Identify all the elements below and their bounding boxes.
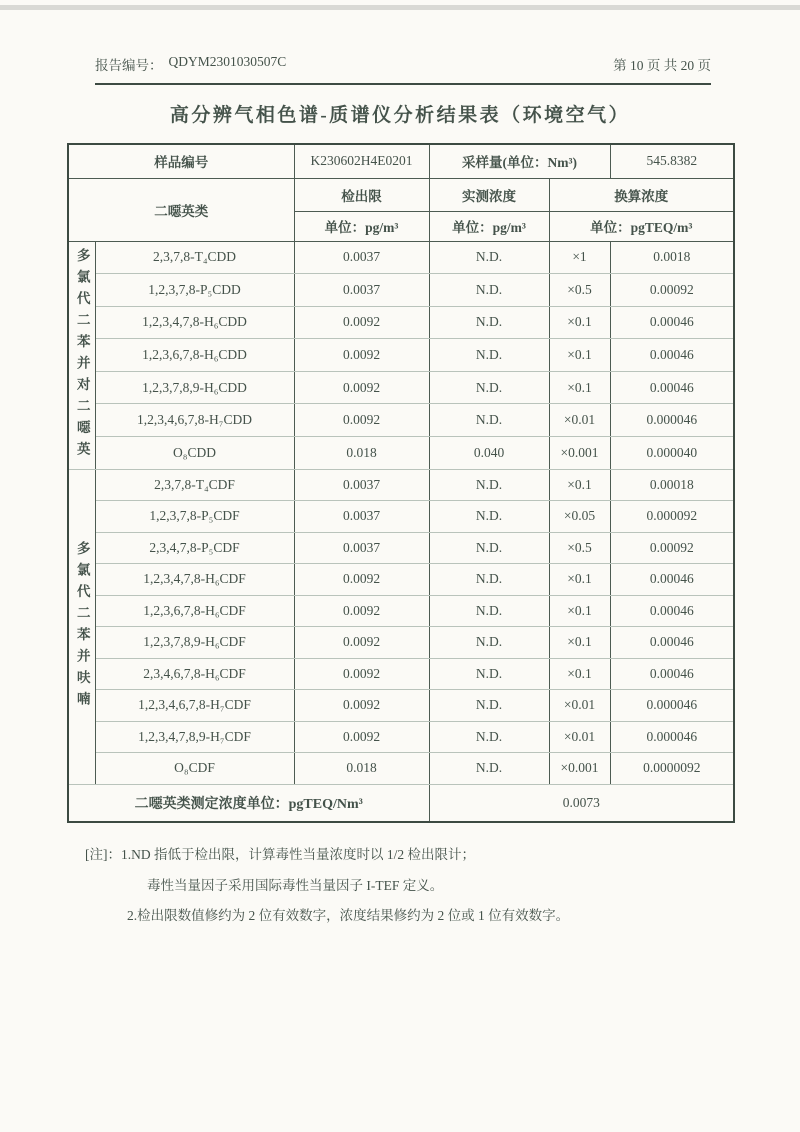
factor-cell: ×0.05 [549,501,610,533]
compound-cell: 1,2,3,4,6,7,8-H₇CDF [95,690,294,722]
measured-cell: N.D. [429,371,549,404]
sample-no-label: 样品编号 [68,144,294,178]
factor-cell: ×0.5 [549,274,610,307]
measured-cell: N.D. [429,690,549,722]
measured-cell: N.D. [429,501,549,533]
factor-cell: ×0.1 [549,306,610,339]
compound-cell: 2,3,7,8-T₄CDF [95,469,294,501]
sample-volume-value: 545.8382 [610,144,734,178]
compound-cell: 2,3,7,8-T₄CDD [95,241,294,274]
converted-cell: 0.00046 [610,371,734,404]
detection-cell: 0.0037 [294,532,429,564]
factor-cell: ×0.001 [549,436,610,469]
table-row [68,564,734,596]
detection-cell: 0.018 [294,753,429,785]
converted-header: 换算浓度 [549,178,734,211]
table-row [68,753,734,785]
detection-cell: 0.0037 [294,241,429,274]
table-row [68,404,734,437]
measured-cell: N.D. [429,339,549,372]
table-header [68,144,734,241]
summary-row [68,784,734,822]
compound-rows [68,241,734,784]
measured-cell: N.D. [429,532,549,564]
note-line-2: 毒性当量因子采用国际毒性当量因子 I-TEF 定义。 [147,877,444,893]
detection-cell: 0.018 [294,436,429,469]
summary-label: 二噁英类测定浓度单位：pgTEQ/Nm³ [68,784,429,822]
table-row [68,658,734,690]
compound-cell: 1,2,3,4,7,8,9-H₇CDF [95,721,294,753]
compound-cell: 1,2,3,7,8,9-H₆CDD [95,371,294,404]
detection-cell: 0.0092 [294,404,429,437]
detection-cell: 0.0092 [294,690,429,722]
detection-cell: 0.0092 [294,371,429,404]
table-row [68,690,734,722]
document-title: 高分辨气相色谱-质谱仪分析结果表（环境空气） [169,105,631,126]
column-header-row [68,178,734,211]
converted-cell: 0.000040 [610,436,734,469]
detection-cell: 0.0037 [294,469,429,501]
factor-cell: ×0.1 [549,627,610,659]
converted-cell: 0.000046 [610,404,734,437]
converted-cell: 0.000092 [610,501,734,533]
converted-cell: 0.000046 [610,721,734,753]
detection-cell: 0.0092 [294,721,429,753]
converted-cell: 0.00092 [610,274,734,307]
compound-cell: 2,3,4,7,8-P₅CDF [95,532,294,564]
table-row [68,501,734,533]
factor-cell: ×0.1 [549,595,610,627]
detection-cell: 0.0092 [294,564,429,596]
note-line-3: 2.检出限数值修约为 2 位有效数字，浓度结果修约为 2 位或 1 位有效数字。 [127,908,570,923]
table-row [68,241,734,274]
sample-volume-label: 采样量(单位：Nm³) [429,144,610,178]
compound-cell: 1,2,3,6,7,8-H₆CDD [95,339,294,372]
measured-cell: N.D. [429,753,549,785]
measured-cell: 0.040 [429,436,549,469]
factor-cell: ×0.01 [549,404,610,437]
table-row [68,532,734,564]
table-row [68,469,734,501]
table-row [68,627,734,659]
doc-header [95,54,711,85]
detection-cell: 0.0092 [294,627,429,659]
measured-cell: N.D. [429,274,549,307]
converted-cell: 0.00046 [610,595,734,627]
table-row [68,306,734,339]
measured-unit-header: 单位：pg/m³ [429,211,549,241]
measured-cell: N.D. [429,627,549,659]
sample-info-row [68,144,734,178]
factor-cell: ×0.01 [549,690,610,722]
scan-artifact-band [0,5,800,10]
compound-cell: 1,2,3,4,7,8-H₆CDD [95,306,294,339]
converted-cell: 0.00046 [610,339,734,372]
converted-unit-header: 单位：pgTEQ/m³ [549,211,734,241]
compound-cell: 1,2,3,6,7,8-H₆CDF [95,595,294,627]
compound-cell: 1,2,3,4,7,8-H₆CDF [95,564,294,596]
detection-cell: 0.0037 [294,274,429,307]
factor-cell: ×0.001 [549,753,610,785]
factor-cell: ×0.01 [549,721,610,753]
detection-cell: 0.0037 [294,501,429,533]
measured-cell: N.D. [429,404,549,437]
converted-cell: 0.00046 [610,627,734,659]
group-label-vertical: 多氯代二苯并呋喃 [68,469,95,784]
converted-cell: 0.00046 [610,658,734,690]
compound-cell: 1,2,3,4,6,7,8-H₇CDD [95,404,294,437]
converted-cell: 0.00046 [610,564,734,596]
compound-cell: O₈CDF [95,753,294,785]
group-label-vertical: 多氯代二苯并对二噁英 [68,241,95,469]
table-row [68,595,734,627]
report-number-label: 报告编号： [95,58,163,73]
table-row [68,721,734,753]
measured-cell: N.D. [429,595,549,627]
notes [85,840,725,932]
results-table [67,143,735,823]
factor-cell: ×0.1 [549,371,610,404]
note-line-1: [注]：1.ND 指低于检出限，计算毒性当量浓度时以 1/2 检出限计； [85,847,475,862]
converted-cell: 0.0000092 [610,753,734,785]
factor-cell: ×0.1 [549,564,610,596]
measured-cell: N.D. [429,564,549,596]
compound-cell: O₈CDD [95,436,294,469]
detection-cell: 0.0092 [294,306,429,339]
converted-cell: 0.00018 [610,469,734,501]
factor-cell: ×0.1 [549,339,610,372]
measured-cell: N.D. [429,658,549,690]
factor-cell: ×0.5 [549,532,610,564]
compound-cell: 1,2,3,7,8,9-H₆CDF [95,627,294,659]
detection-cell: 0.0092 [294,339,429,372]
measured-cell: N.D. [429,469,549,501]
page-indicator: 第 10 页 共 20 页 [613,58,711,73]
measured-cell: N.D. [429,241,549,274]
converted-cell: 0.000046 [610,690,734,722]
measured-cell: N.D. [429,306,549,339]
measured-header: 实测浓度 [429,178,549,211]
detection-unit-header: 单位：pg/m³ [294,211,429,241]
table-row [68,274,734,307]
converted-cell: 0.00046 [610,306,734,339]
compound-cell: 1,2,3,7,8-P₅CDF [95,501,294,533]
factor-cell: ×1 [549,241,610,274]
sample-no-value: K230602H4E0201 [294,144,429,178]
factor-cell: ×0.1 [549,469,610,501]
compound-cell: 1,2,3,7,8-P₅CDD [95,274,294,307]
measured-cell: N.D. [429,721,549,753]
converted-cell: 0.0018 [610,241,734,274]
summary-section [68,784,734,822]
report-number-value: QDYM2301030507C [168,54,287,69]
summary-value: 0.0073 [429,784,734,822]
report-number [95,54,286,74]
table-row [68,371,734,404]
converted-cell: 0.00092 [610,532,734,564]
detection-limit-header: 检出限 [294,178,429,211]
factor-cell: ×0.1 [549,658,610,690]
detection-cell: 0.0092 [294,595,429,627]
compound-cell: 2,3,4,6,7,8-H₆CDF [95,658,294,690]
table-row [68,339,734,372]
table-row [68,436,734,469]
category-header: 二噁英类 [68,178,294,241]
detection-cell: 0.0092 [294,658,429,690]
